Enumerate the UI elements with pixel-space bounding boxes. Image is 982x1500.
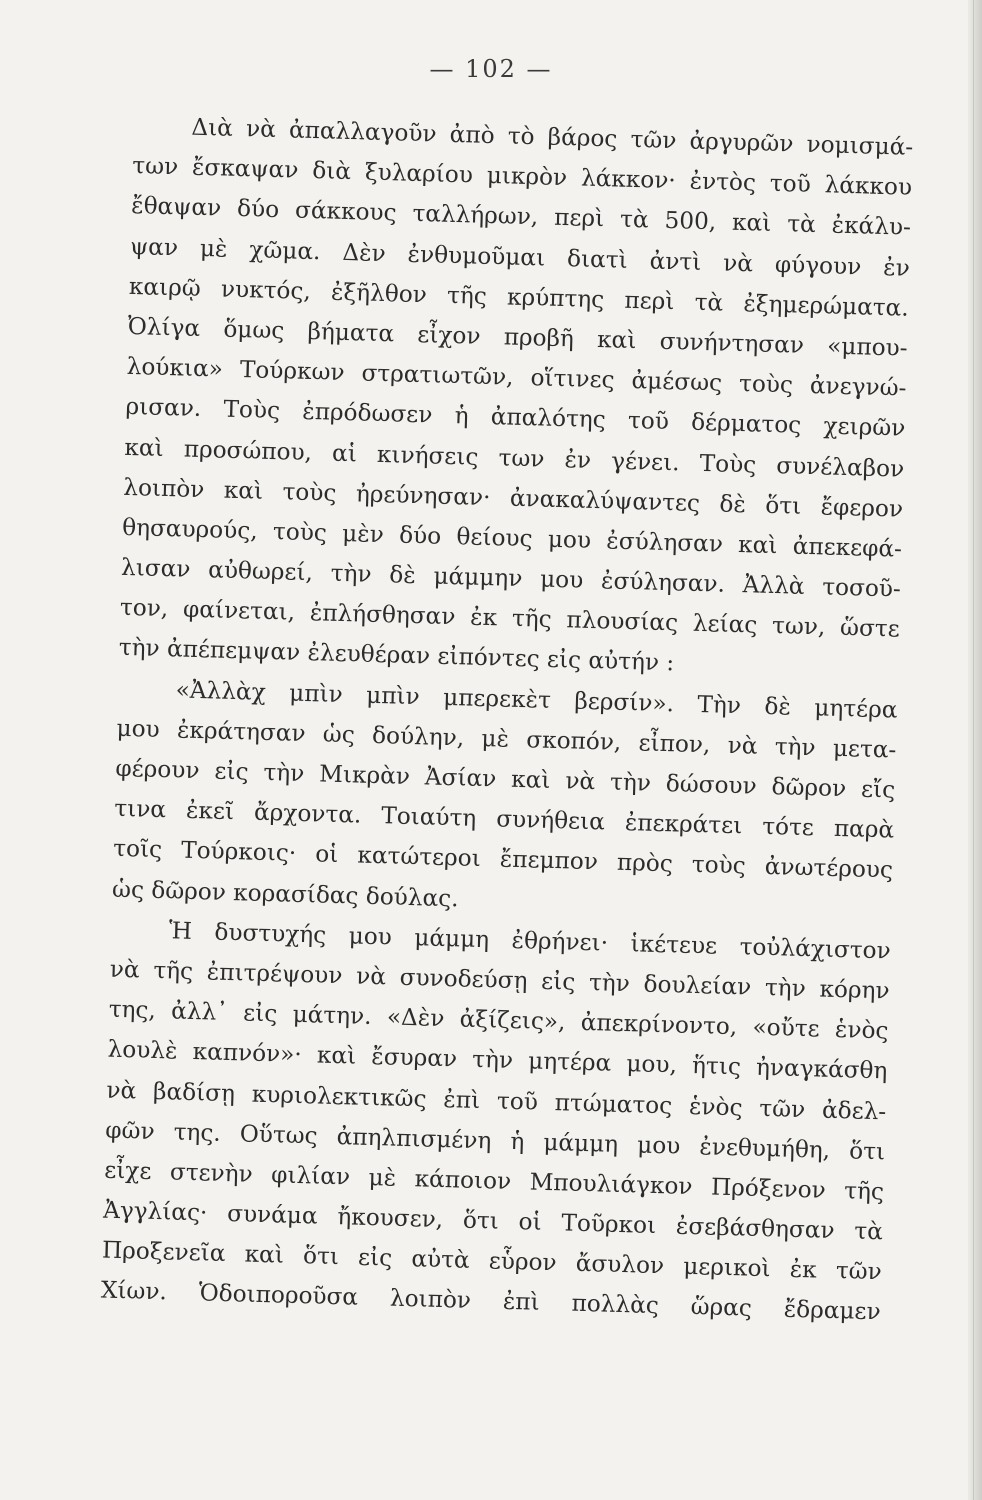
text-line: ρισαν. Τοὺς ἐπρόδωσεν ἡ ἀπαλότης τοῦ δέρματος χειρῶν <box>125 393 906 442</box>
text-line: λουλὲ καπνόν»· καὶ ἔσυραν τὴν μητέρα μου, ἥτις ἠναγκάσθη <box>107 1035 888 1085</box>
text-line: τινα ἐκεῖ ἄρχοντα. Τοιαύτη συνήθεια ἐπεκράτει τότε παρὰ <box>114 794 895 844</box>
text-line: τὴν ἀπέπεμψαν ἐλευθέραν εἰπόντες εἰς αὐτήν : <box>118 634 675 677</box>
text-line: φῶν της. Οὕτως ἀπηλπισμένη ἡ μάμμη μου ἐνεθυμήθη, ὅτι <box>105 1116 886 1166</box>
text-line: νὰ τῆς ἐπιτρέψουν νὰ συνοδεύσῃ εἰς τὴν δουλείαν τὴν κόρην <box>109 955 890 1005</box>
text-line: Ὀλίγα ὅμως βήματα εἶχον προβῆ καὶ συνήντησαν «μπου- <box>127 312 908 362</box>
text-line: τον, φαίνεται, ἐπλήσθησαν ἐκ τῆς πλουσίας λείας των, ὥστε <box>119 594 901 643</box>
text-line: Διὰ νὰ ἀπαλλαγοῦν ἀπὸ τὸ βάρος τῶν ἀργυρῶν νομισμά- <box>191 113 914 161</box>
text-line: των ἔσκαψαν διὰ ξυλαρίου μικρὸν λάκκον· ἐντὸς τοῦ λάκκου <box>131 152 913 201</box>
text-line: ἔθαψαν δύο σάκκους ταλλήρων, περὶ τὰ 500, καὶ τὰ ἐκάλυ- <box>130 192 912 242</box>
text-line: λοιπὸν καὶ τοὺς ἠρεύνησαν· ἀνακαλύψαντες δὲ ὅτι ἔφερον <box>122 473 904 523</box>
text-line: Προξενεῖα καὶ ὅτι εἰς αὐτὰ εὗρον ἄσυλον μερικοὶ ἐκ τῶν <box>101 1236 883 1286</box>
text-line: της, ἀλλ᾽ εἰς μάτην. «Δὲν ἀξίζεις», ἀπεκρίνοντο, «οὔτε ἑνὸς <box>108 995 889 1045</box>
text-line: φέρουν εἰς τὴν Μικρὰν Ἀσίαν καὶ νὰ τὴν δώσουν δῶρον εἴς <box>115 754 896 804</box>
text-line: θησαυρούς, τοὺς μὲν δύο θείους μου ἐσύλησαν καὶ ἀπεκεφά- <box>121 513 903 563</box>
text-line: εἶχε στενὴν φιλίαν μὲ κάποιον Μπουλιάγκον Πρόξενον τῆς <box>103 1156 885 1206</box>
text-line: ὡς δῶρον κορασίδας δούλας. <box>111 875 459 912</box>
text-line: τοῖς Τούρκοις· οἱ κατώτεροι ἔπεμπον πρὸς τοὺς ἀνωτέρους <box>112 835 894 884</box>
body-text <box>100 106 913 1333</box>
text-line: Ἀγγλίας· συνάμα ἤκουσεν, ὅτι οἱ Τοῦρκοι ἐσεβάσθησαν τὰ <box>102 1196 884 1246</box>
page-edge-line <box>973 0 974 1500</box>
text-line: Χίων. Ὁδοιποροῦσα λοιπὸν ἐπὶ πολλὰς ὥρας ἔδραμεν <box>100 1276 881 1326</box>
text-line: καὶ προσώπου, αἱ κινήσεις των ἐν γένει. Τοὺς συνέλαβον <box>124 433 905 483</box>
text-line: μου ἐκράτησαν ὡς δούλην, μὲ σκοπόν, εἶπον, νὰ τὴν μετα- <box>116 714 897 764</box>
text-line: «Ἀλλὰχ μπὶν μπὶν μπερεκὲτ βερσίν». Τὴν δὲ μητέρα <box>175 676 898 724</box>
text-line: λισαν αὐθωρεί, τὴν δὲ μάμμην μου ἐσύλησαν. Ἀλλὰ τοσοῦ- <box>120 553 902 603</box>
text-line: λούκια» Τούρκων στρατιωτῶν, οἵτινες ἀμέσως τοὺς ἀνεγνώ- <box>126 353 907 402</box>
page-number: — 102 — <box>429 55 553 83</box>
text-line: Ἡ δυστυχής μου μάμμη ἐθρήνει· ἱκέτευε τοὐλάχιστον <box>168 917 892 965</box>
text-line: νὰ βαδίσῃ κυριολεκτικῶς ἐπὶ τοῦ πτώματος ἑνὸς τῶν ἀδελ- <box>106 1076 887 1125</box>
text-line: καιρῷ νυκτός, ἐξῆλθον τῆς κρύπτης περὶ τὰ ἐξημερώματα. <box>128 272 910 322</box>
page-edge <box>968 0 982 1500</box>
text-line: ψαν μὲ χῶμα. Δὲν ἐνθυμοῦμαι διατὶ ἀντὶ νὰ φύγουν ἐν <box>129 232 911 282</box>
